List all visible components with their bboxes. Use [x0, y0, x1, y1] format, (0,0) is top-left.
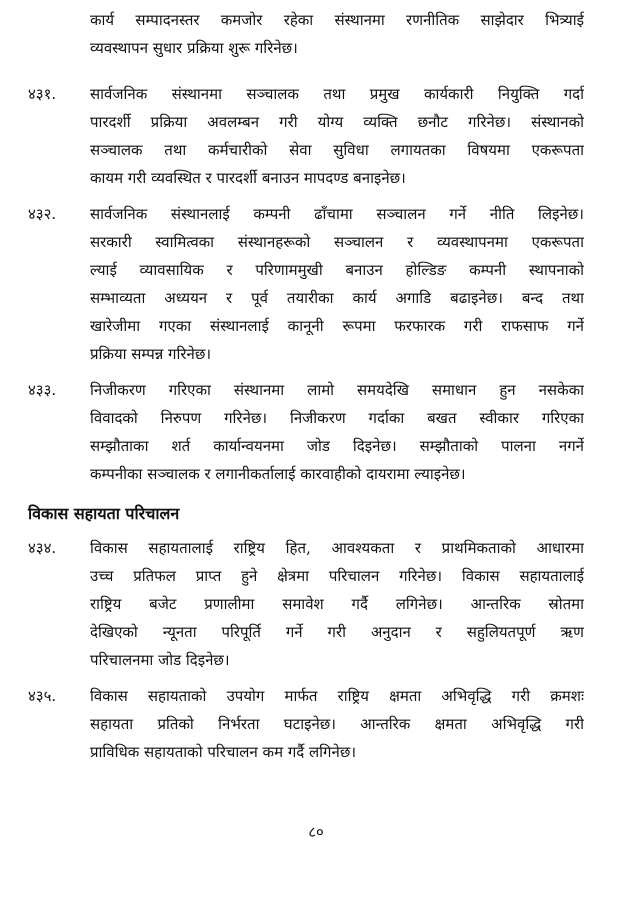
paragraph-number: ४३५. [28, 687, 57, 705]
paragraph-line: निजीकरण गरिएका संस्थानमा लामो समयदेखि समाधान हुन नसकेका [90, 381, 584, 399]
paragraph-line: व्यवस्थापन सुधार प्रक्रिया शुरू गरिनेछ। [90, 39, 298, 57]
paragraph-434 [28, 534, 584, 674]
paragraph-line: सरकारी स्वामित्वका संस्थानहरूको सञ्चालन र व्यवस्थापनमा एकरूपता [90, 233, 584, 251]
paragraph-line: देखिएको न्यूनता परिपूर्ति गर्ने गरी अनुदान र सहुलियतपूर्ण ऋण [90, 623, 584, 641]
paragraph-435 [28, 682, 584, 766]
paragraph-number: ४३३. [28, 381, 57, 399]
section-heading: विकास सहायता परिचालन [28, 504, 180, 523]
paragraph-line: सम्भाव्यता अध्ययन र पूर्व तयारीका कार्य अगाडि बढाइनेछ। बन्द तथा [90, 289, 584, 307]
paragraph-line: सञ्चालक तथा कर्मचारीको सेवा सुविधा लगायतका विषयमा एकरूपता [90, 141, 584, 159]
paragraph-line: राष्ट्रिय बजेट प्रणालीमा समावेश गर्दै लगिनेछ। आन्तरिक स्रोतमा [90, 595, 584, 613]
paragraph-line: विकास सहायतालाई राष्ट्रिय हित, आवश्यकता र प्राथमिकताको आधारमा [90, 539, 584, 557]
paragraph-line: ल्याई व्यावसायिक र परिणाममुखी बनाउन होल्डिङ कम्पनी स्थापनाको [90, 261, 584, 279]
paragraph-number: ४३२. [28, 205, 57, 223]
paragraph-line: कार्य सम्पादनस्तर कमजोर रहेका संस्थानमा रणनीतिक साझेदार भित्र्याई [90, 11, 584, 29]
paragraph-line: सार्वजनिक संस्थानलाई कम्पनी ढाँचामा सञ्चालन गर्ने नीति लिइनेछ। [90, 205, 584, 223]
paragraph-line: प्राविधिक सहायताको परिचालन कम गर्दै लगिनेछ। [90, 743, 357, 761]
paragraph-line: उच्च प्रतिफल प्राप्त हुने क्षेत्रमा परिचालन गरिनेछ। विकास सहायतालाई [90, 567, 584, 585]
page-number: ८० [308, 823, 324, 841]
paragraph-line: कायम गरी व्यवस्थित र पारदर्शी बनाउन मापदण्ड बनाइनेछ। [90, 169, 406, 187]
paragraph-431 [28, 80, 584, 192]
paragraph-line: विवादको निरुपण गरिनेछ। निजीकरण गर्दाका बखत स्वीकार गरिएका [90, 409, 584, 427]
paragraph-line: सहायता प्रतिको निर्भरता घटाइनेछ। आन्तरिक क्षमता अभिवृद्धि गरी [90, 715, 584, 733]
paragraph-line: सम्झौताका शर्त कार्यान्वयनमा जोड दिइनेछ। सम्झौताको पालना नगर्ने [90, 437, 584, 455]
paragraph-line: पारदर्शी प्रक्रिया अवलम्बन गरी योग्य व्यक्ति छनौट गरिनेछ। संस्थानको [90, 113, 584, 131]
paragraph-line: सार्वजनिक संस्थानमा सञ्चालक तथा प्रमुख कार्यकारी नियुक्ति गर्दा [90, 85, 584, 103]
continued-paragraph [28, 6, 584, 62]
paragraph-number: ४३४. [28, 539, 57, 557]
paragraph-number: ४३१. [28, 85, 57, 103]
paragraph-line: परिचालनमा जोड दिइनेछ। [90, 651, 230, 669]
paragraph-line: प्रक्रिया सम्पन्न गरिनेछ। [90, 345, 212, 363]
paragraph-line: खारेजीमा गएका संस्थानलाई कानूनी रूपमा फरफारक गरी राफसाफ गर्ने [90, 317, 584, 335]
paragraph-line: विकास सहायताको उपयोग मार्फत राष्ट्रिय क्षमता अभिवृद्धि गरी क्रमशः [90, 687, 584, 705]
paragraph-line: कम्पनीका सञ्चालक र लगानीकर्तालाई कारवाहीको दायरामा ल्याइनेछ। [90, 465, 466, 483]
paragraph-432 [28, 200, 584, 368]
paragraph-433 [28, 376, 584, 488]
